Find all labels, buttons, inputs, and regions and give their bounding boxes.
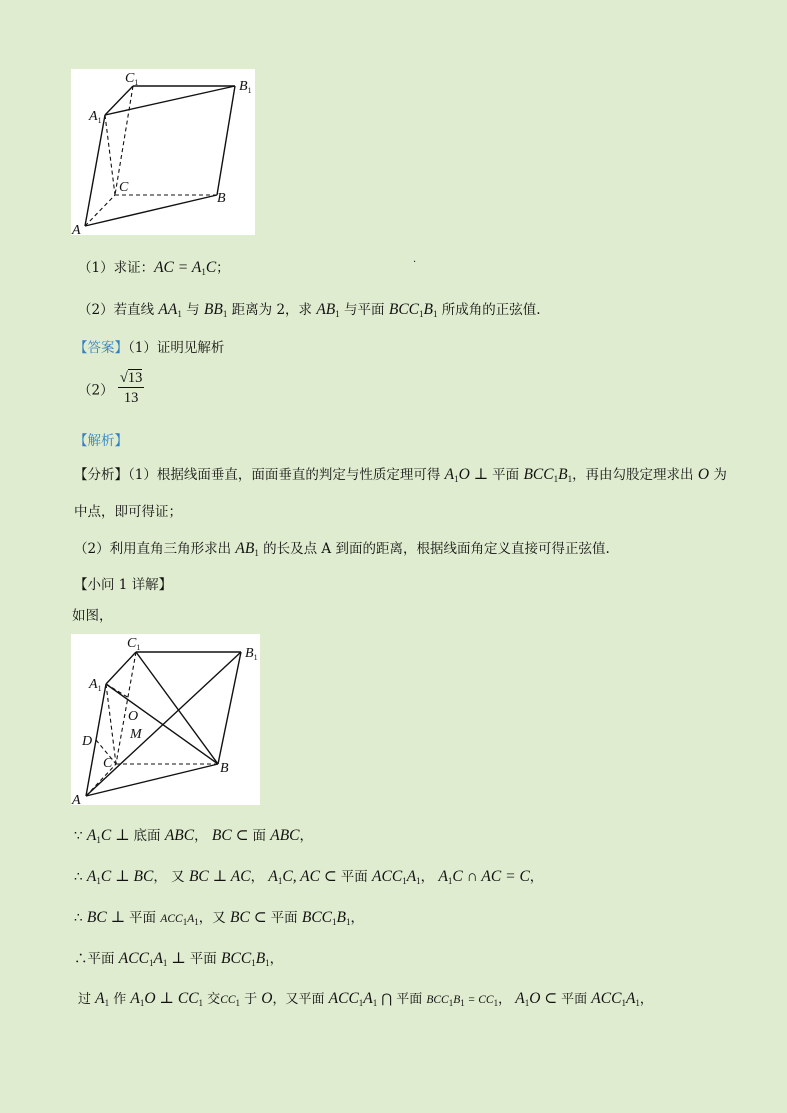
label-C1: $C_1$ [127, 636, 141, 652]
analysis-tag: 【解析】 [74, 433, 128, 449]
label-M: M [130, 727, 142, 742]
analysis-line-1: 【分析】（1）根据线面垂直，面面垂直的判定与性质定理可得 $A_1O$ ⊥ 平面 $BCC_1B_1$，再由勾股定理求出 O 为 [74, 466, 727, 484]
step-4: ∴平面 $ACC_1A_1$ ⊥ 平面 $BCC_1B_1$， [74, 950, 284, 968]
subquestion-1-tag: 【小问 1 详解】 [74, 577, 173, 593]
label-O: O [128, 709, 139, 724]
figure-prism-1 [71, 69, 255, 235]
question-2: （2）若直线 $AA_1$ 与 $BB_1$ 距离为 2，求 $AB_1$ 与平面 $BCC_1B_1$ 所成角的正弦值. [78, 301, 541, 319]
answer-2: （2） $\frac{√13}{13}$ [78, 370, 143, 406]
analysis-line-3: （2）利用直角三角形求出 $AB_1$ 的长及点 A 到面的距离，根据线面角定义直接可得正弦值. [74, 540, 610, 558]
label-C: C [119, 180, 129, 195]
as-shown-text: 如图， [72, 608, 113, 624]
fraction-sqrt13-over-13: $\frac{√13}{13}$ [119, 370, 143, 406]
label-B1: $B_1$ [239, 79, 252, 95]
label-C: C [103, 756, 113, 771]
step-2: ∴ $A_1C$ ⊥ BC， 又 BC ⊥ AC， $A_1C$, AC ⊂ 平面 $ACC_1A_1$， $A_1C$ ∩ AC = C， [74, 868, 544, 886]
step-5: 过 $A_1$ 作 $A_1O$ ⊥ $CC_1$ 交$CC_1$ 于 O，又平面 $ACC_1A_1$ ⋂ 平面 $BCC_1B_1 = CC_1$， $A_1O$ ⊂ 平面 $ACC_1A_1$， [78, 990, 653, 1008]
label-A: A [72, 223, 81, 235]
figure-prism-2 [71, 634, 260, 805]
analysis-line-2: 中点，即可得证； [74, 504, 182, 520]
answer-line: 【答案】（1）证明见解析 [74, 340, 225, 356]
answer-tag: 【答案】 [74, 340, 128, 356]
question-1: （1）求证：AC = $A_1C$； [78, 259, 230, 277]
label-B: B [217, 191, 226, 206]
step-1: ∵ $A_1C$ ⊥ 底面 ABC， BC ⊂ 面 ABC， [74, 827, 314, 845]
label-A: A [72, 793, 81, 805]
label-D: D [82, 734, 93, 749]
label-C1: $C_1$ [125, 71, 139, 87]
step-3: ∴ BC ⊥ 平面 $ACC_1A_1$，又 BC ⊂ 平面 $BCC_1B_1$， [74, 909, 364, 927]
label-B: B [220, 761, 229, 776]
stray-dot: . [413, 254, 417, 265]
label-B1: $B_1$ [245, 646, 258, 662]
label-A1: $A_1$ [89, 109, 102, 125]
label-A1: $A_1$ [89, 677, 102, 693]
